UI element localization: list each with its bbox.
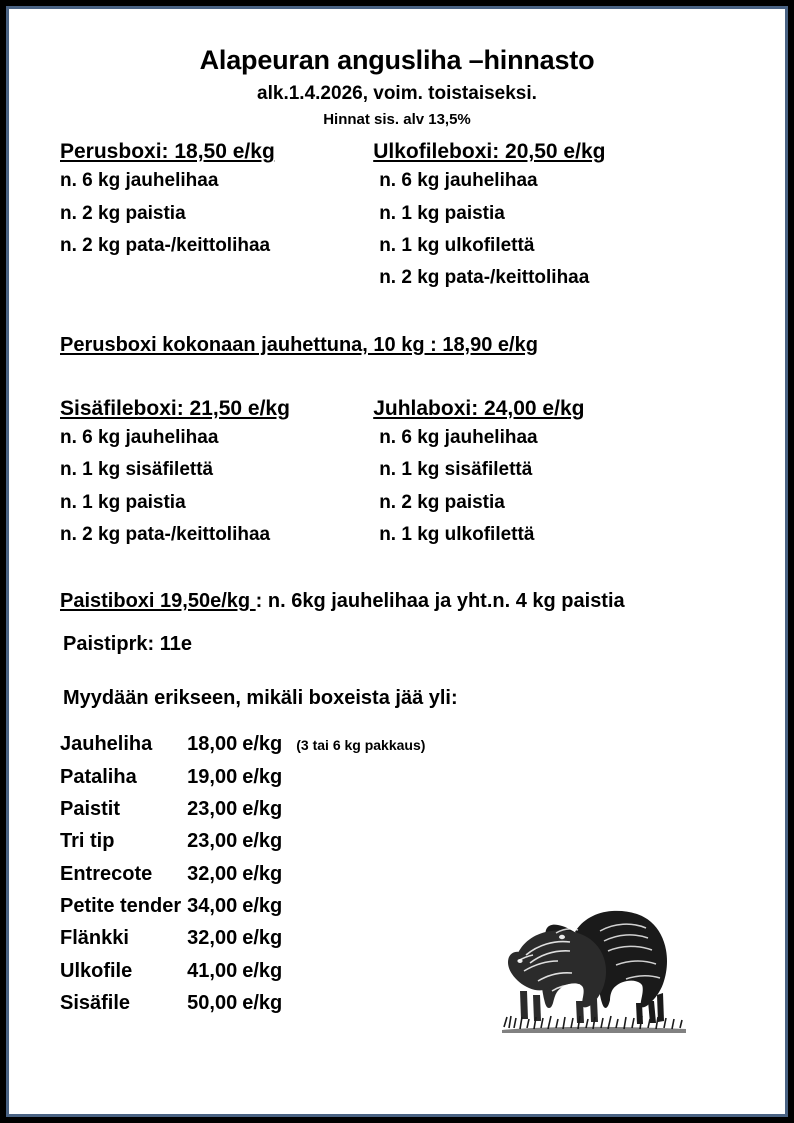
juhlaboxi-item: n. 6 kg jauhelihaa — [379, 426, 538, 448]
product-unit: e/kg — [242, 927, 283, 950]
product-name: Petite tender — [60, 895, 182, 918]
spacer — [43, 295, 751, 331]
product-unit: e/kg — [242, 765, 283, 788]
product-name: Entrecote — [60, 862, 153, 885]
ulkofileboxi-item: n. 2 kg pata-/keittolihaa — [379, 267, 590, 289]
ulkofileboxi-heading: Ulkofileboxi: 20,50 e/kg — [373, 140, 606, 164]
product-unit: e/kg — [242, 959, 283, 982]
table-row — [43, 987, 425, 1019]
product-name: Flänkki — [60, 927, 129, 950]
table-row — [43, 793, 425, 825]
product-note — [282, 922, 425, 954]
sisafileboxi-column — [43, 395, 363, 551]
product-note — [282, 793, 425, 825]
perusboxi-item: n. 6 kg jauhelihaa — [60, 170, 219, 192]
paistiboxi-heading: Paistiboxi 19,50e/kg — [60, 590, 256, 613]
product-name: Tri tip — [60, 830, 115, 853]
separate-sales-note: Myydään erikseen, mikäli boxeista jää yli: — [63, 687, 458, 710]
product-price: 41,00 — [187, 959, 238, 982]
table-row — [43, 728, 425, 760]
sisafileboxi-item: n. 6 kg jauhelihaa — [60, 426, 219, 448]
product-price: 32,00 — [187, 862, 238, 885]
product-name: Paistit — [60, 797, 121, 820]
product-name: Jauheliha — [60, 733, 153, 756]
product-unit: e/kg — [242, 992, 283, 1015]
paistiboxi-body: : n. 6kg jauhelihaa ja yht.n. 4 kg paistia — [255, 590, 625, 613]
juhlaboxi-column — [363, 395, 751, 551]
sisafileboxi-item: n. 1 kg sisäfilettä — [60, 459, 214, 481]
product-unit: e/kg — [242, 862, 283, 885]
validity-subtitle: alk.1.4.2026, voim. toistaiseksi. — [257, 83, 537, 105]
product-note — [282, 890, 425, 922]
juhlaboxi-item: n. 1 kg sisäfilettä — [379, 459, 533, 481]
product-price: 23,00 — [187, 797, 238, 820]
product-price: 34,00 — [187, 895, 238, 918]
ulkofileboxi-item: n. 1 kg ulkofilettä — [379, 235, 535, 257]
product-note — [282, 955, 425, 987]
juhlaboxi-heading: Juhlaboxi: 24,00 e/kg — [373, 396, 585, 420]
sisafileboxi-heading: Sisäfileboxi: 21,50 e/kg — [60, 396, 290, 420]
product-price: 32,00 — [187, 927, 238, 950]
sisafileboxi-item: n. 2 kg pata-/keittolihaa — [60, 523, 271, 545]
product-price: 18,00 — [187, 733, 238, 756]
product-unit: e/kg — [242, 797, 283, 820]
juhlaboxi-item: n. 1 kg ulkofilettä — [379, 523, 535, 545]
product-price: 50,00 — [187, 992, 238, 1015]
product-unit: e/kg — [242, 895, 283, 918]
vat-note: Hinnat sis. alv 13,5% — [323, 110, 471, 128]
decorative-frame — [6, 6, 788, 1117]
ulkofileboxi-item: n. 6 kg jauhelihaa — [379, 170, 538, 192]
ulkofileboxi-item: n. 1 kg paistia — [379, 202, 505, 224]
page-title: Alapeuran angusliha –hinnasto — [199, 45, 595, 75]
product-note — [282, 825, 425, 857]
product-note — [282, 858, 425, 890]
paistiboxi-line — [43, 587, 670, 616]
product-name: Ulkofile — [60, 959, 133, 982]
product-price: 19,00 — [187, 765, 238, 788]
paistiprk-line: Paistiprk: 11e — [63, 633, 192, 656]
table-row — [43, 858, 425, 890]
sisafileboxi-item: n. 1 kg paistia — [60, 491, 186, 513]
box-group-row-1 — [43, 138, 751, 294]
spacer — [43, 359, 751, 385]
price-table-body — [43, 728, 425, 1020]
table-row — [43, 955, 425, 987]
table-row — [43, 761, 425, 793]
table-row — [43, 922, 425, 954]
ground-box-line: Perusboxi kokonaan jauhettuna, 10 kg : 18,90 e/kg — [60, 333, 538, 356]
perusboxi-heading: Perusboxi: 18,50 e/kg — [60, 140, 275, 164]
spacer — [43, 616, 751, 630]
product-name: Sisäfile — [60, 992, 131, 1015]
angus-cow-and-calf-icon — [496, 895, 696, 1045]
perusboxi-item: n. 2 kg paistia — [60, 202, 186, 224]
product-note — [282, 761, 425, 793]
product-unit: e/kg — [242, 830, 283, 853]
product-name: Pataliha — [60, 765, 137, 788]
price-table — [43, 728, 425, 1020]
ulkofileboxi-column — [363, 138, 751, 294]
juhlaboxi-item: n. 2 kg paistia — [379, 491, 505, 513]
product-price: 23,00 — [187, 830, 238, 853]
product-note — [282, 987, 425, 1019]
spacer — [43, 551, 751, 587]
box-group-row-2 — [43, 395, 751, 551]
product-unit: e/kg — [242, 733, 283, 756]
perusboxi-column — [43, 138, 363, 294]
table-row — [43, 890, 425, 922]
table-row — [43, 825, 425, 857]
product-note: (3 tai 6 kg pakkaus) — [296, 737, 426, 754]
spacer — [43, 658, 751, 684]
perusboxi-item: n. 2 kg pata-/keittolihaa — [60, 235, 271, 257]
